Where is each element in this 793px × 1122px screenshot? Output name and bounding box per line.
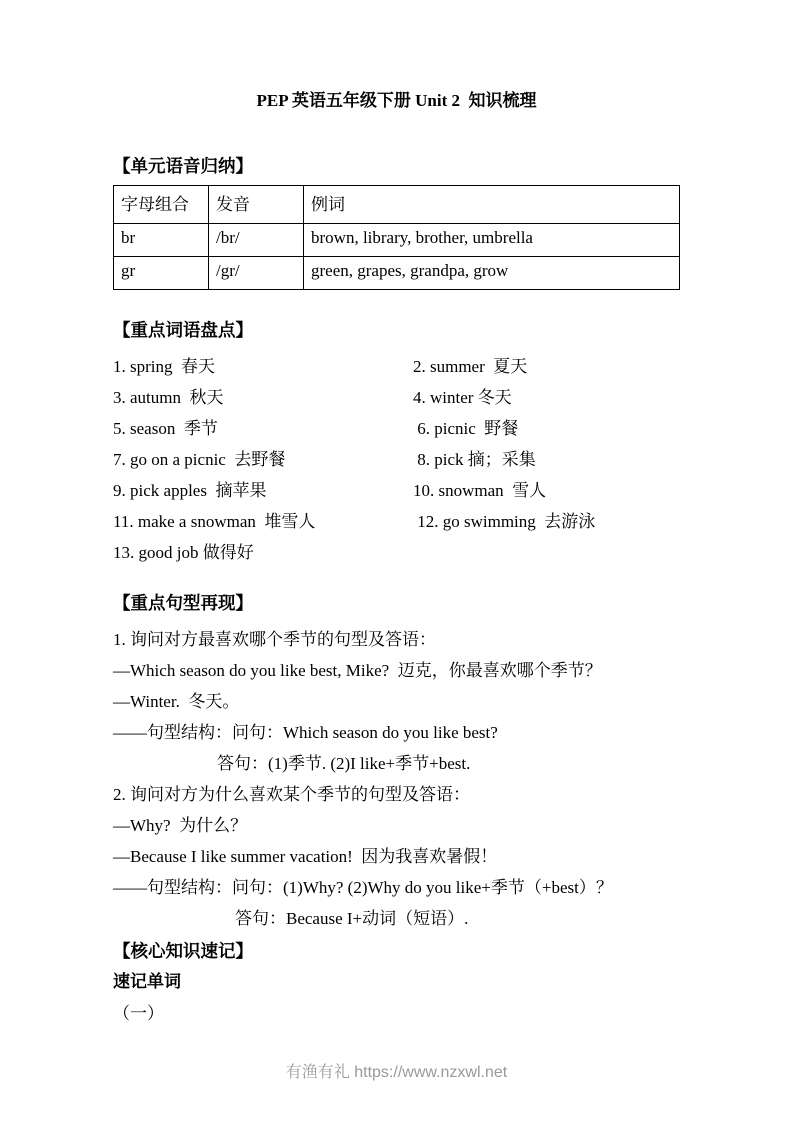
page-footer: 有渔有礼 https://www.nzxwl.net <box>285 1064 508 1081</box>
table-row <box>114 257 680 290</box>
phonics-cell-examples: brown, library, brother, umbrella <box>304 224 680 257</box>
word-item: 9. pick apples 摘苹果 <box>113 481 267 500</box>
word-item: 4. winter 冬天 <box>413 388 512 407</box>
word-item: 2. summer 夏天 <box>413 357 528 376</box>
sentence-line: —Because I like summer vacation! 因为我喜欢暑假！ <box>113 847 498 866</box>
word-row <box>113 537 680 568</box>
section-heading-phonics: 【单元语音归纳】 <box>113 156 253 176</box>
core-item-one: （一） <box>113 1004 164 1023</box>
sentence-line-answer: 答句：Because I+动词（短语）. <box>235 909 469 928</box>
word-row <box>113 351 680 382</box>
section-heading-words: 【重点词语盘点】 <box>113 320 253 340</box>
word-item: 13. good job 做得好 <box>113 543 254 562</box>
word-row <box>113 413 680 444</box>
phonics-header-letters: 字母组合 <box>114 186 209 224</box>
phonics-table-header-row <box>114 186 680 224</box>
word-item: 10. snowman 雪人 <box>413 481 547 500</box>
section-heading-core: 【核心知识速记】 <box>113 941 253 961</box>
word-row <box>113 475 680 506</box>
word-row <box>113 506 680 537</box>
word-item: 3. autumn 秋天 <box>113 388 224 407</box>
sentence-line: 1. 询问对方最喜欢哪个季节的句型及答语： <box>113 630 436 649</box>
word-item: 5. season 季节 <box>113 419 218 438</box>
sentence-list <box>113 624 680 934</box>
word-item: 1. spring 春天 <box>113 357 215 376</box>
sentence-line: 2. 询问对方为什么喜欢某个季节的句型及答语： <box>113 785 470 804</box>
word-item: 8. pick 摘；采集 <box>413 450 536 469</box>
word-item <box>413 537 680 568</box>
word-item: 7. go on a picnic 去野餐 <box>113 450 286 469</box>
core-subheading: 速记单词 <box>113 972 181 991</box>
section-heading-sentences: 【重点句型再现】 <box>113 593 253 613</box>
sentence-line: ——句型结构：问句：Which season do you like best? <box>113 723 498 742</box>
phonics-cell-letters: gr <box>114 257 209 290</box>
phonics-cell-letters: br <box>114 224 209 257</box>
phonics-cell-pronunciation: /gr/ <box>209 257 304 290</box>
phonics-header-examples: 例词 <box>304 186 680 224</box>
word-list <box>113 351 680 568</box>
word-row <box>113 382 680 413</box>
sentence-line-answer: 答句：(1)季节. (2)I like+季节+best. <box>217 754 471 773</box>
word-item: 12. go swimming 去游泳 <box>413 512 596 531</box>
phonics-header-pronunciation: 发音 <box>209 186 304 224</box>
word-item: 11. make a snowman 堆雪人 <box>113 512 316 531</box>
sentence-line: —Which season do you like best, Mike? 迈克，你最喜欢哪个季节？ <box>113 661 602 680</box>
phonics-cell-examples: green, grapes, grandpa, grow <box>304 257 680 290</box>
sentence-line: ——句型结构：问句：(1)Why? (2)Why do you like+季节（+best）？ <box>113 878 613 897</box>
sentence-line: —Why? 为什么？ <box>113 816 248 835</box>
phonics-cell-pronunciation: /br/ <box>209 224 304 257</box>
sentence-line: —Winter. 冬天。 <box>113 692 240 711</box>
page-title: PEP 英语五年级下册 Unit 2 知识梳理 <box>256 91 537 110</box>
word-item: 6. picnic 野餐 <box>413 419 519 438</box>
word-row <box>113 444 680 475</box>
phonics-table <box>113 185 680 290</box>
table-row <box>114 224 680 257</box>
